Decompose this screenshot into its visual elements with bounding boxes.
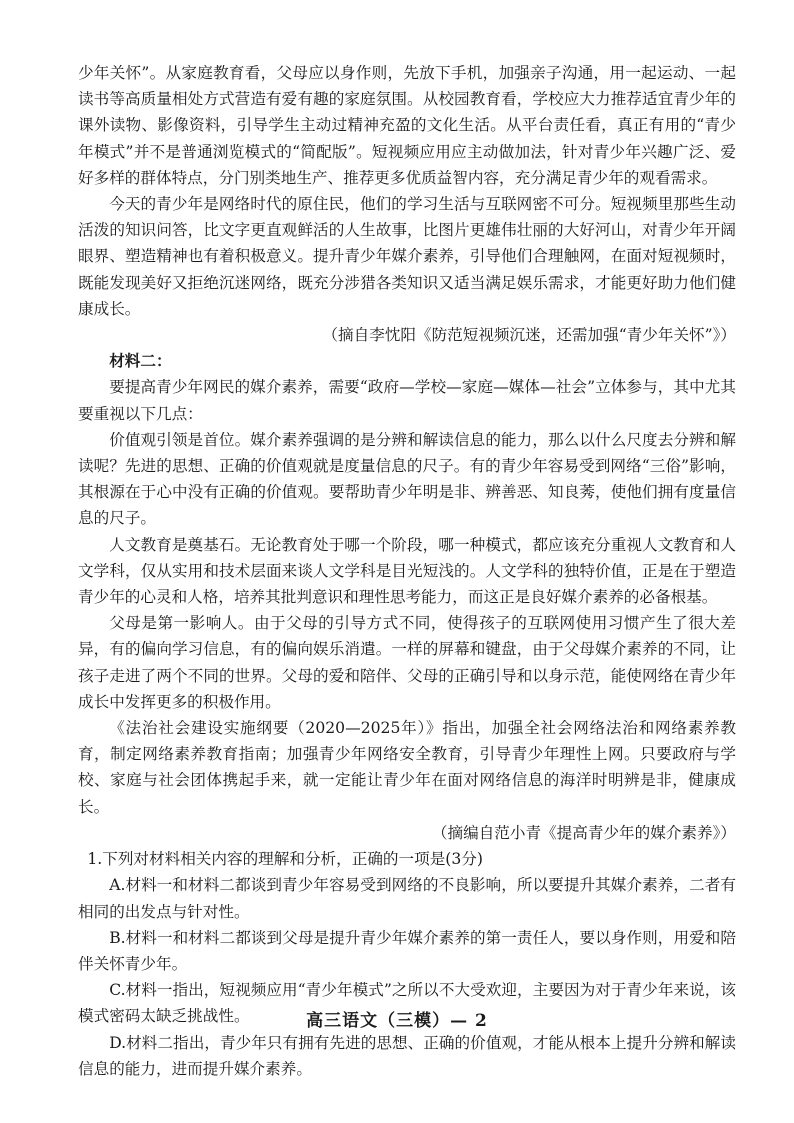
answer-option-b: B.材料一和材料二都谈到父母是提升青少年媒介素养的第一责任人，要以身作则，用爱和陪伴关怀青少年。 xyxy=(78,928,736,973)
source-citation: （摘自李忱阳《防范短视频沉迷，还需加强“青少年关怀”》） xyxy=(322,326,736,345)
source-citation: （摘编自范小青《提高青少年的媒介素养》） xyxy=(431,823,736,842)
answer-option-d: D.材料二指出，青少年只有拥有先进的思想、正确的价值观，才能从根本上提升分辨和解读信息的能力，进而提升媒介素养。 xyxy=(78,1033,736,1078)
question-stem: 1.下列对材料相关内容的理解和分析，正确的一项是(3分) xyxy=(87,850,483,869)
paragraph: 价值观引领是首位。媒介素养强调的是分辨和解读信息的能力，那么以什么尺度去分辨和解读呢？先进的思想、正确的价值观就是度量信息的尺子。有的青少年容易受到网络“三俗”影响，其根源在于心中没有正确的价值观。要帮助青少年明是非、辨善恶、知良莠，使他们拥有度量信息的尺子。 xyxy=(78,430,736,528)
page-footer: 高三语文（三模）— 2 xyxy=(306,1011,488,1031)
paragraph: 人文教育是奠基石。无论教育处于哪一个阶段，哪一种模式，都应该充分重视人文教育和人文学科，仅从实用和技术层面来谈人文学科是目光短浅的。人文学科的独特价值，正是在于塑造青少年的心灵和人格，培养其批判意识和理性思考能力，而这正是良好媒介素养的必备根基。 xyxy=(78,535,736,607)
paragraph: 父母是第一影响人。由于父母的引导方式不同，使得孩子的互联网使用习惯产生了很大差异，有的偏向学习信息，有的偏向娱乐消遣。一样的屏幕和键盘，由于父母媒介素养的不同，让孩子走进了两个不同的世界。父母的爱和陪伴、父母的正确引导和以身示范，能使网络在青少年成长中发挥更多的积极作用。 xyxy=(78,614,736,711)
paragraph: 《法治社会建设实施纲要（2020—2025年）》指出，加强全社会网络法治和网络素养教育，制定网络素养教育指南；加强青少年网络安全教育，引导青少年理性上网。只要政府与学校、家庭与社会团体携起手来，就一定能让青少年在面对网络信息的海洋时明辨是非，健康成长。 xyxy=(78,719,736,816)
paragraph: 少年关怀”。从家庭教育看，父母应以身作则，先放下手机，加强亲子沟通，用一起运动、一起读书等高质量相处方式营造有爱有趣的家庭氛围。从校园教育看，学校应大力推荐适宜青少年的课外读物、影像资料，引导学生主动过精神充盈的文化生活。从平台责任看，真正有用的“青少年模式”并不是普通浏览模式的“简配版”。短视频应用应主动做加法，针对青少年兴趣广泛、爱好多样的群体特点，分门别类地生产、推荐更多优质益智内容，充分满足青少年的观看需求。 xyxy=(78,64,736,187)
answer-option-c: C.材料一指出，短视频应用“青少年模式”之所以不大受欢迎，主要因为对于青少年来说，该模式密码太缺乏挑战性。 xyxy=(78,981,736,1026)
section-heading: 材料二： xyxy=(109,351,172,371)
paragraph: 今天的青少年是网络时代的原住民，他们的学习生活与互联网密不可分。短视频里那些生动活泼的知识问答，比文字更直观鲜活的人生故事，比图片更雄伟壮丽的大好河山，对青少年开阔眼界、塑造精神也有着积极意义。提升青少年媒介素养，引导他们合理触网，在面对短视频时，既能发现美好又拒绝沉迷网络，既充分涉猎各类知识又适当满足娱乐需求，才能更好助力他们健康成长。 xyxy=(78,195,736,318)
answer-option-a: A.材料一和材料二都谈到青少年容易受到网络的不良影响，所以要提升其媒介素养，二者有相同的出发点与针对性。 xyxy=(78,876,736,921)
paragraph: 要提高青少年网民的媒介素养，需要“政府—学校—家庭—媒体—社会”立体参与，其中尤其要重视以下几点： xyxy=(78,378,736,423)
